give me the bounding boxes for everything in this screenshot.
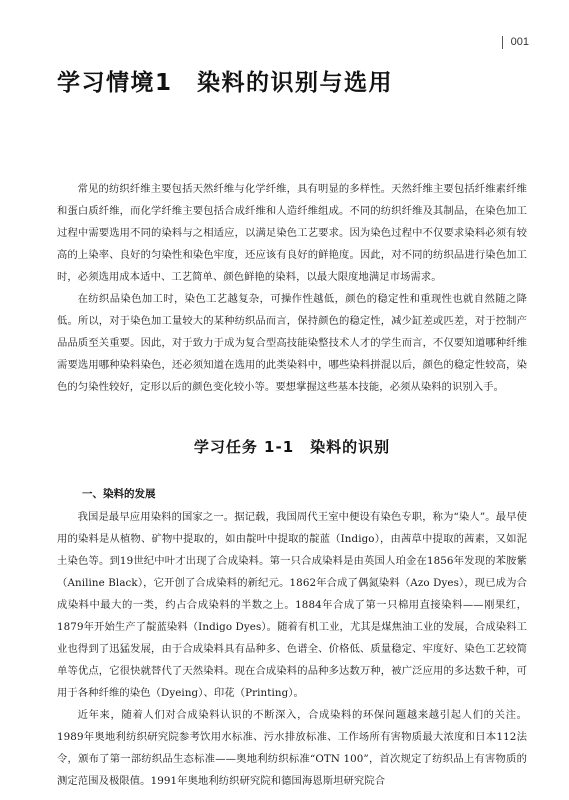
- page-number: 001: [502, 36, 529, 49]
- section-heading: 一、染料的发展: [82, 488, 156, 500]
- section-paragraph: 近年来，随着人们对合成染料认识的不断深入，合成染料的环保问题越来越引起人们的关注。1989年奥地利纺织研究院参考饮用水标准、污水排放标准、工作场所有害物质最大浓度和日本112法令，颁布了第一部纺织品生态标准——奥地利纺织标准“OTN 100”，首次规定了纺织品上有害物质的测定范围及极限值。1991年奥地利纺织研究院和德国海恩斯坦研究院合: [57, 709, 527, 787]
- section-paragraph: 我国是最早应用染料的国家之一。据记载，我国周代王室中便设有染色专职，称为“染人”。最早使用的染料是从植物、矿物中提取的，如由靛叶中提取的靛蓝（Indigo），由茜草中提取的茜素，又如泥土染色等。到19世纪中叶才出现了合成染料。第一只合成染料是由英国人珀金在1856年发现的苯胺紫（Aniline Black），它开创了合成染料的新纪元。1862年合成了偶氮染料（Azo Dyes），现已成为合成染料中最大的一类，约占合成染料的半数之上。1884年合成了第一只棉用直接染料——刚果红，1879年开始生产了靛蓝染料（Indigo Dyes）。随着有机工业，尤其是煤焦油工业的发展，合成染料工业也得到了迅猛发展，由于合成染料具有品种多、色谱全、价格低、质量稳定、牢度好、染色工艺较简单等优点，它很快就替代了天然染料。现在合成染料的品种多达数万种，被广泛应用的多达数千种，可用于各种纤维的染色（Dyeing）、印花（Printing）。: [57, 511, 527, 699]
- intro-paragraph: 在纺织品染色加工时，染色工艺越复杂，可操作性越低，颜色的稳定性和重现性也就自然随之降低。所以，对于染色加工量较大的某种纺织品而言，保持颜色的稳定性，减少缸差或匹差，对于控制产品品质至关重要。因此，对于致力于成为复合型高技能染整技术人才的学生而言，不仅要知道哪种纤维需要选用哪种染料染色，还必须知道在选用的此类染料中，哪些染料拼混以后，颜色的稳定性较高，染色的匀染性较好，定形以后的颜色变化较小等。要想掌握这些基本技能，必须从染料的识别入手。: [57, 293, 527, 393]
- intro-text: [57, 178, 527, 398]
- intro-paragraph: 常见的纺织纤维主要包括天然纤维与化学纤维，具有明显的多样性。天然纤维主要包括纤维素纤维和蛋白质纤维，而化学纤维主要包括合成纤维和人造纤维组成。不同的纺织纤维及其制品，在染色加工过程中需要选用不同的染料与之相适应，以满足染色工艺要求。因为染色过程中不仅要求染料必须有较高的上染率、良好的匀染性和染色牢度，还应该有良好的鲜艳度。因此，对不同的纺织品进行染色加工时，必须选用成本适中、工艺简单、颜色鲜艳的染料，以最大限度地满足市场需求。: [57, 183, 527, 283]
- chapter-title: 学习情境1 染料的识别与选用: [57, 70, 394, 96]
- task-heading: 学习任务 1-1 染料的识别: [193, 438, 391, 456]
- section-text: [57, 506, 527, 792]
